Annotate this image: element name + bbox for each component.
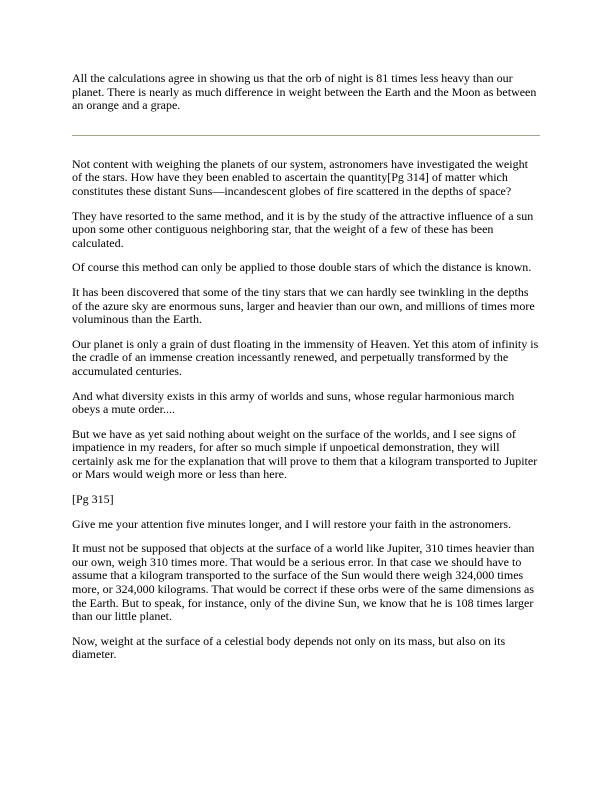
paragraph: Of course this method can only be applied to those double stars of which the distance is known. <box>72 260 532 275</box>
paragraph: Now, weight at the surface of a celestial body depends not only on its mass, but also on its diameter. <box>72 633 506 662</box>
paragraph: Our planet is only a grain of dust floating in the immensity of Heaven. Yet this atom of infinity is the cradle of an immense creation incessantly renewed, and perpetually transformed by the accumulated centuries. <box>72 336 539 378</box>
paragraph: They have resorted to the same method, and it is by the study of the attractive influence of a sun upon some other contiguous neighboring star, that the weight of a few of these has been calculated. <box>72 208 534 250</box>
paragraph: But we have as yet said nothing about weight on the surface of the worlds, and I see signs of impatience in my readers, for after so much simple if unpoetical demonstration, they will certainly ask me for the explanation that will prove to them that a kilogram transported to Jupiter or Mars would weigh more or less than here. <box>72 426 538 482</box>
paragraph: It has been discovered that some of the tiny stars that we can hardly see twinkling in the depths of the azure sky are enormous suns, larger and heavier than our own, and millions of times more voluminous than the Earth. <box>72 284 535 327</box>
page-marker: [Pg 315] <box>72 492 114 507</box>
paragraph: And what diversity exists in this army of worlds and suns, whose regular harmonious march obeys a mute order.... <box>72 388 515 417</box>
document-page <box>72 72 540 673</box>
paragraph: Not content with weighing the planets of our system, astronomers have investigated the weight of the stars. How have they been enabled to ascertain the quantity[Pg 314] of matter which constitutes these distant Suns—incandescent globes of fire scattered in the depths of space? <box>72 156 528 198</box>
paragraph-moon-weight: All the calculations agree in showing us that the orb of night is 81 times less heavy than our planet. There is nearly as much difference in weight between the Earth and the Moon as between an orange and a grape. <box>72 71 537 113</box>
section-divider <box>72 135 540 136</box>
paragraph: Give me your attention five minutes longer, and I will restore your faith in the astronomers. <box>72 516 512 531</box>
paragraph: It must not be supposed that objects at the surface of a world like Jupiter, 310 times heavier than our own, weigh 310 times more. That would be a serious error. In that case we should have to assume that a kilogram transported to the surface of the Sun would there weigh 324,000 times more, or 324,000 kilograms. That would be correct if these orbs were of the same dimensions as the Earth. But to speak, for instance, only of the divine Sun, we know that he is 108 times larger than our little planet. <box>72 541 535 624</box>
